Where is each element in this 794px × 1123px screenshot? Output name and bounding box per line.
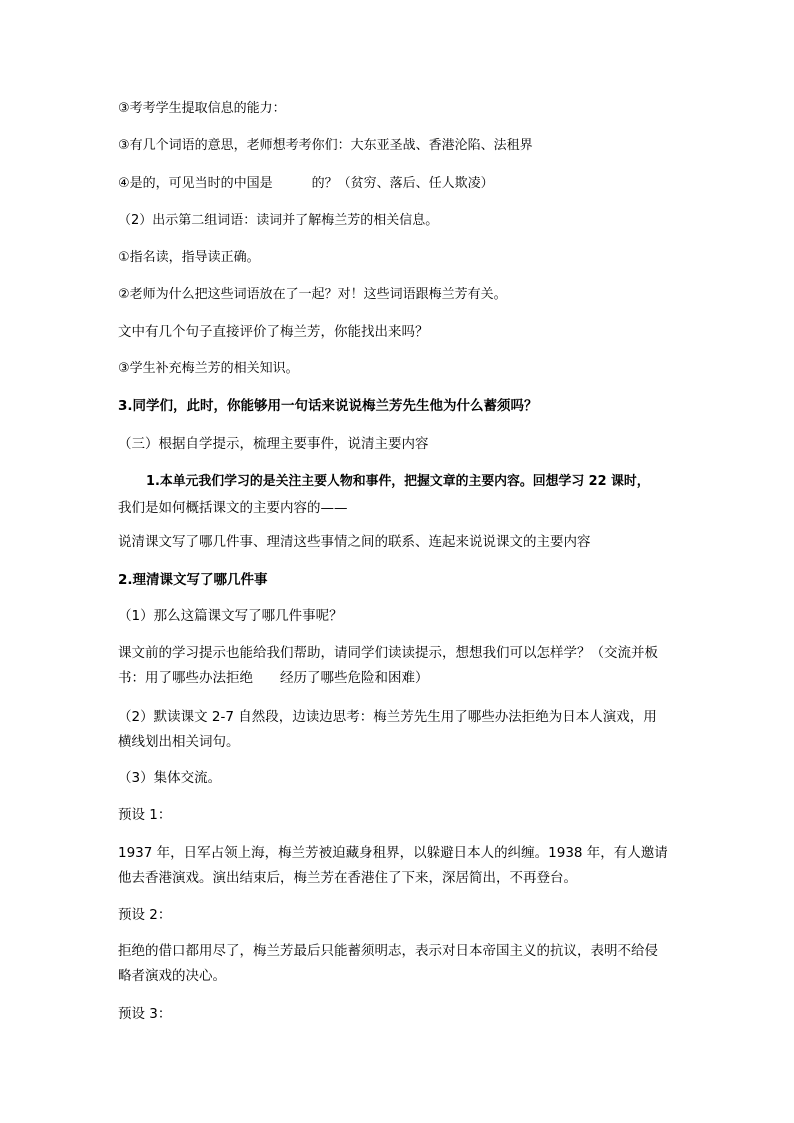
line-preset-2-a: 拒绝的借口都用尽了，梅兰芳最后只能蓄须明志，表示对日本帝国主义的抗议，表明不给侵 bbox=[118, 943, 658, 959]
line-find-sentences: 文中有几个句子直接评价了梅兰芳，你能找出来吗？ bbox=[118, 324, 429, 340]
line-silent-read-a: （2）默读课文 2-7 自然段，边读边思考：梅兰芳先生用了哪些办法拒绝为日本人演戏，用 bbox=[118, 709, 657, 725]
line-unit-focus-b: 我们是如何概括课文的主要内容的—— bbox=[118, 500, 348, 516]
line-why-together: ②老师为什么把这些词语放在了一起？对！这些词语跟梅兰芳有关。 bbox=[118, 287, 507, 302]
heading-events: 2.理清课文写了哪几件事 bbox=[118, 572, 268, 588]
line-prompt-a: 课文前的学习提示也能给我们帮助，请同学们读读提示，想想我们可以怎样学？（交流并板 bbox=[118, 645, 658, 661]
line-discussion: （3）集体交流。 bbox=[118, 770, 222, 786]
label-preset-1: 预设 1： bbox=[118, 807, 172, 823]
label-preset-3: 预设 3： bbox=[118, 1006, 172, 1022]
line-why-beard: 3.同学们，此时，你能够用一句话来说说梅兰芳先生他为什么蓄须吗？ bbox=[118, 398, 538, 414]
line-read-aloud: ①指名读，指导读正确。 bbox=[118, 250, 260, 265]
line-which-events: （1）那么这篇课文写了哪几件事呢？ bbox=[118, 608, 343, 624]
label-preset-2: 预设 2： bbox=[118, 907, 172, 923]
line-preset-1-a: 1937 年，日军占领上海，梅兰芳被迫藏身租界，以躲避日本人的纠缠。1938 年，有人邀请 bbox=[118, 845, 668, 861]
line-unit-focus-a: 1.本单元我们学习的是关注主要人物和事件，把握文章的主要内容。回想学习 22 课时， bbox=[146, 474, 650, 489]
line-method: 说清课文写了哪几件事、理清这些事情之间的联系、连起来说说课文的主要内容 bbox=[118, 534, 591, 550]
line-preset-1-b: 他去香港演戏。演出结束后，梅兰芳在香港住了下来，深居简出，不再登台。 bbox=[118, 870, 577, 886]
line-prompt-b: 书：用了哪些办法拒绝 经历了哪些危险和困难） bbox=[118, 670, 429, 686]
line-ability: ③考考学生提取信息的能力： bbox=[118, 101, 286, 116]
line-silent-read-b: 横线划出相关词句。 bbox=[118, 734, 240, 750]
line-china-then: ④是的，可见当时的中国是 的？（贫穷、落后、任人欺凌） bbox=[118, 176, 494, 191]
line-supplement: ③学生补充梅兰芳的相关知识。 bbox=[118, 361, 299, 376]
line-second-group: （2）出示第二组词语：读词并了解梅兰芳的相关信息。 bbox=[118, 213, 439, 228]
heading-section-three: （三）根据自学提示，梳理主要事件，说清主要内容 bbox=[118, 436, 429, 452]
line-vocab-meaning: ③有几个词语的意思，老师想考考你们：大东亚圣战、香港沦陷、法租界 bbox=[118, 138, 533, 153]
line-preset-2-b: 略者演戏的决心。 bbox=[118, 968, 226, 984]
